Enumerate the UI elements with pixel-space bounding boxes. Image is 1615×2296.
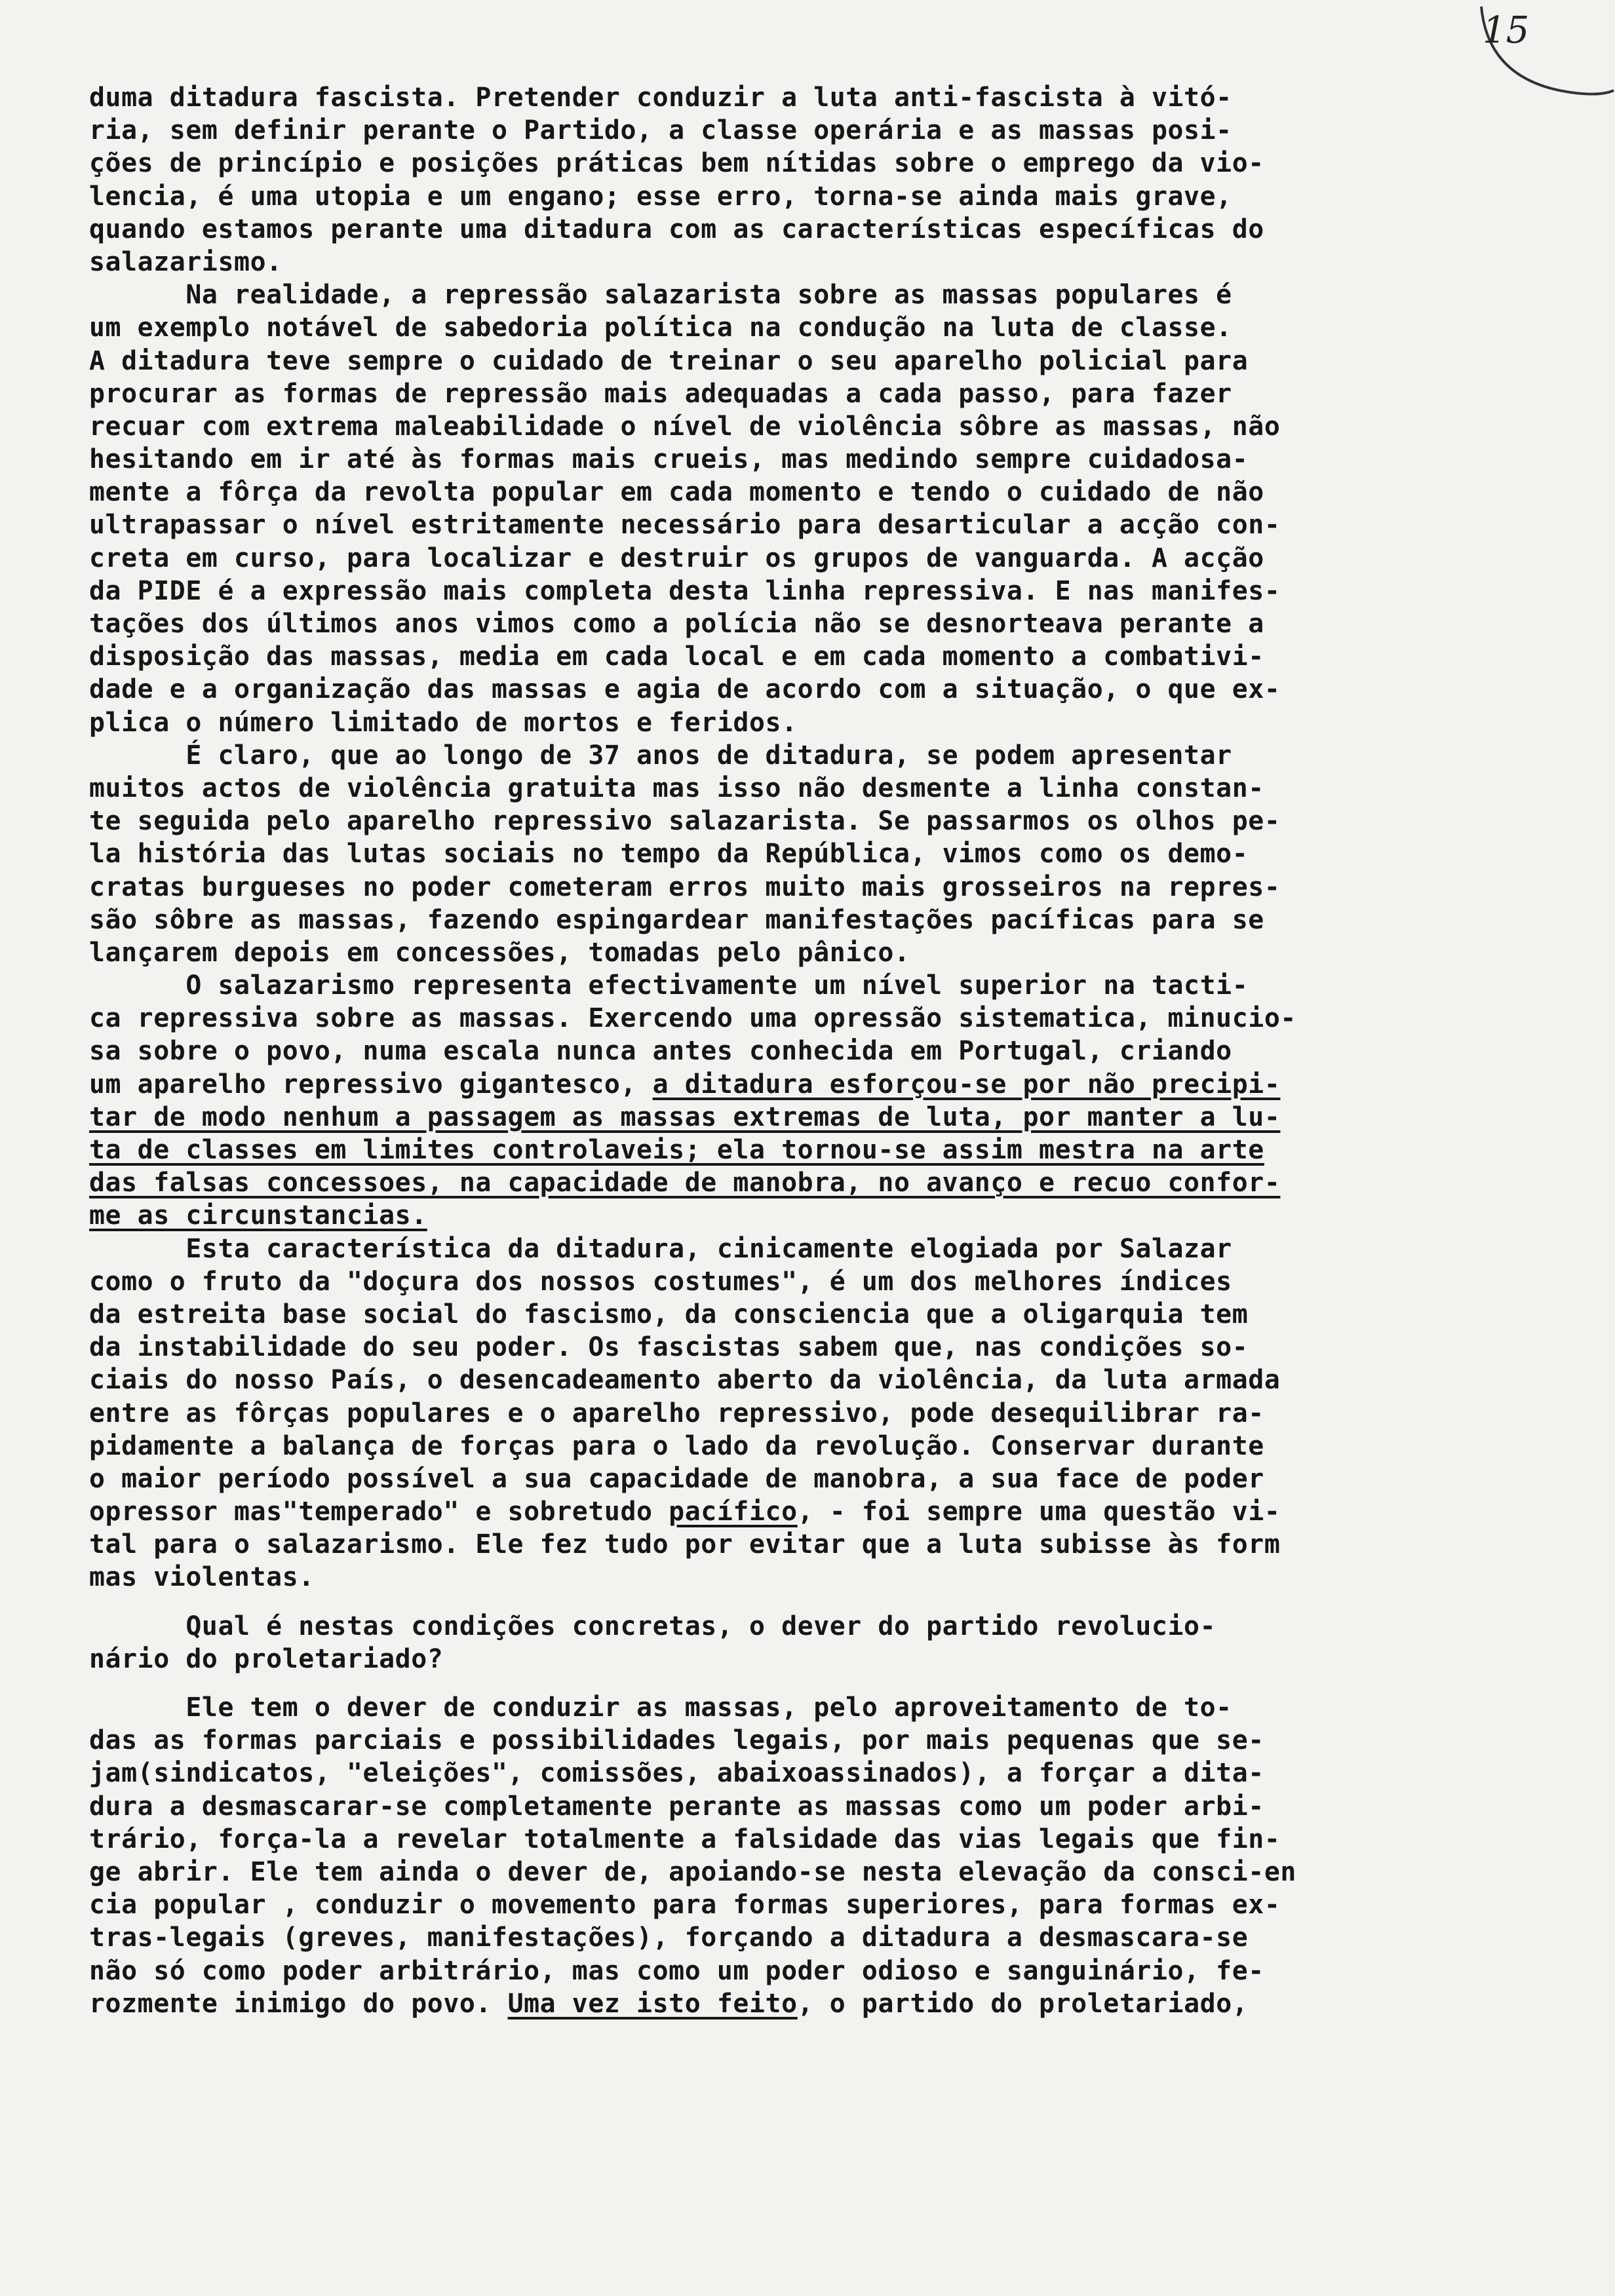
text-line	[89, 278, 1538, 311]
text-line	[89, 410, 1538, 443]
line-text-after: , o partido do proletariado,	[797, 1988, 1249, 2019]
underlined-text: das falsas concessoes, na capacidade de manobra, no avanço e recuo confor-	[89, 1168, 1281, 1198]
text-line	[89, 377, 1538, 410]
text-line	[89, 147, 1538, 180]
line-text: rozmente inimigo do povo.	[89, 1988, 508, 2019]
line-text: pidamente a balança de forças para o lado da revolução. Conservar durante	[89, 1430, 1264, 1461]
text-line	[89, 739, 1538, 772]
line-text: nário do proletariado?	[89, 1643, 444, 1674]
text-line	[89, 180, 1538, 213]
text-line	[89, 1955, 1538, 1987]
line-text: ciais do nosso País, o desencadeamento aberto da violência, da luta armada	[89, 1365, 1281, 1396]
text-line	[89, 1610, 1538, 1643]
line-text: ções de princípio e posições práticas bem nítidas sobre o emprego da vio-	[89, 148, 1264, 179]
line-text: muitos actos de violência gratuita mas isso não desmente a linha constan-	[89, 773, 1264, 803]
text-line	[89, 542, 1538, 575]
underlined-text: tar de modo nenhum a passagem as massas extremas de luta, por manter a lu-	[89, 1101, 1281, 1132]
line-text: da instabilidade do seu poder. Os fascistas sabem que, nas condições so-	[89, 1332, 1249, 1363]
line-text: das as formas parciais e possibilidades legais, por mais pequenas que se-	[89, 1725, 1264, 1756]
text-line	[89, 1856, 1538, 1888]
line-text: É claro, que ao longo de 37 anos de ditadura, se podem apresentar	[89, 740, 1232, 771]
line-text: O salazarismo representa efectivamente um nível superior na tacti-	[89, 970, 1249, 1001]
text-line	[89, 114, 1538, 147]
text-line	[89, 1823, 1538, 1856]
text-line	[89, 575, 1538, 607]
line-text: A ditadura teve sempre o cuidado de treinar o seu aparelho policial para	[89, 345, 1249, 376]
text-line	[89, 508, 1538, 541]
text-line	[89, 1463, 1538, 1495]
text-line	[89, 706, 1538, 739]
text-line	[89, 1430, 1538, 1463]
text-line	[89, 1888, 1538, 1921]
line-text: Qual é nestas condições concretas, o dever do partido revolucio-	[89, 1611, 1216, 1641]
text-line	[89, 1528, 1538, 1561]
text-line	[89, 246, 1538, 278]
text-line	[89, 1495, 1538, 1528]
line-text: opressor mas"temperado" e sobretudo	[89, 1497, 669, 1527]
text-line	[89, 1757, 1538, 1789]
line-text: dura a desmascarar-se completamente perante as massas como um poder arbi-	[89, 1791, 1264, 1822]
text-line	[89, 311, 1538, 344]
line-text: jam(sindicatos, "eleições", comissões, abaixoassinados), a forçar a dita-	[89, 1758, 1264, 1789]
text-line	[89, 673, 1538, 706]
text-line	[89, 904, 1538, 936]
line-text: dade e a organização das massas e agia de acordo com a situação, o que ex-	[89, 674, 1281, 705]
underlined-text: a ditadura esforçou-se por não precipi-	[652, 1069, 1281, 1100]
line-text: lançarem depois em concessões, tomadas pelo pânico.	[89, 937, 910, 968]
text-line	[89, 1298, 1538, 1331]
body-text	[89, 81, 1538, 2020]
line-text: lencia, é uma utopia e um engano; esse erro, torna-se ainda mais grave,	[89, 181, 1232, 212]
text-line	[89, 1790, 1538, 1823]
text-line	[89, 871, 1538, 904]
line-text: cratas burgueses no poder cometeram erros muito mais grosseiros na repres-	[89, 871, 1281, 902]
line-text: disposição das massas, media em cada local e em cada momento a combativi-	[89, 641, 1264, 672]
text-line	[89, 1101, 1538, 1134]
text-line	[89, 837, 1538, 870]
underlined-text: pacífico	[669, 1497, 798, 1527]
text-line	[89, 969, 1538, 1002]
line-text: ge abrir. Ele tem ainda o dever de, apoiando-se nesta elevação da consci-en	[89, 1856, 1296, 1887]
line-text: quando estamos perante uma ditadura com as características específicas do	[89, 214, 1264, 244]
text-line	[89, 213, 1538, 246]
line-text: tras-legais (greves, manifestações), forçando a ditadura a desmascara-se	[89, 1923, 1249, 1953]
line-text: da estreita base social do fascismo, da consciencia que a oligarquia tem	[89, 1299, 1249, 1330]
line-text: plica o número limitado de mortos e feridos.	[89, 707, 798, 738]
text-line	[89, 476, 1538, 508]
text-line	[89, 1002, 1538, 1035]
line-text: o maior período possível a sua capacidade de manobra, a sua face de poder	[89, 1463, 1264, 1494]
text-line	[89, 1233, 1538, 1265]
line-text: salazarismo.	[89, 246, 282, 277]
line-text: Na realidade, a repressão salazarista sobre as massas populares é	[89, 280, 1232, 311]
line-text: hesitando em ir até às formas mais crueis, mas medindo sempre cuidadosa-	[89, 444, 1249, 475]
text-line	[89, 640, 1538, 673]
line-text: mente a fôrça da revolta popular em cada momento e tendo o cuidado de não	[89, 477, 1264, 508]
paragraph-gap	[89, 1594, 1538, 1610]
line-text: trário, força-la a revelar totalmente a falsidade das vias legais que fin-	[89, 1824, 1281, 1854]
line-text: um exemplo notável de sabedoria política na condução na luta de classe.	[89, 313, 1232, 343]
text-line	[89, 1987, 1538, 2020]
text-line	[89, 1199, 1538, 1232]
line-text: sa sobre o povo, numa escala nunca antes conhecida em Portugal, criando	[89, 1036, 1232, 1067]
text-line	[89, 1364, 1538, 1396]
line-text: procurar as formas de repressão mais adequadas a cada passo, para fazer	[89, 378, 1232, 409]
underlined-text: Uma vez isto feito	[507, 1988, 798, 2019]
text-line	[89, 1724, 1538, 1757]
text-line	[89, 1921, 1538, 1954]
line-text: cia popular , conduzir o movemento para formas superiores, para formas ex-	[89, 1890, 1281, 1921]
line-text: um aparelho repressivo gigantesco,	[89, 1069, 653, 1100]
text-line	[89, 607, 1538, 640]
text-line	[89, 1265, 1538, 1298]
line-text: não só como poder arbitrário, mas como um poder odioso e sanguinário, fe-	[89, 1955, 1264, 1986]
text-line	[89, 1397, 1538, 1430]
text-line	[89, 1643, 1538, 1675]
text-line	[89, 936, 1538, 969]
text-line	[89, 1035, 1538, 1067]
line-text: Ele tem o dever de conduzir as massas, pelo aproveitamento de to-	[89, 1693, 1232, 1723]
line-text: tal para o salazarismo. Ele fez tudo por evitar que a luta subisse às form	[89, 1529, 1281, 1560]
line-text: ultrapassar o nível estritamente necessário para desarticular a acção con-	[89, 510, 1281, 541]
underlined-text: ta de classes em limites controlaveis; ela tornou-se assim mestra na arte	[89, 1135, 1264, 1165]
line-text: ria, sem definir perante o Partido, a classe operária e as massas posi-	[89, 115, 1232, 146]
line-text: são sôbre as massas, fazendo espingardear manifestações pacíficas para se	[89, 904, 1264, 935]
line-text: mas violentas.	[89, 1562, 315, 1593]
line-text: da PIDE é a expressão mais completa desta linha repressiva. E nas manifes-	[89, 575, 1281, 606]
text-line	[89, 1331, 1538, 1364]
line-text: entre as fôrças populares e o aparelho repressivo, pode desequilibrar ra-	[89, 1398, 1264, 1428]
text-line	[89, 81, 1538, 114]
line-text: recuar com extrema maleabilidade o nível de violência sôbre as massas, não	[89, 411, 1281, 442]
text-line	[89, 1134, 1538, 1166]
line-text: Esta característica da ditadura, cinicamente elogiada por Salazar	[89, 1233, 1232, 1264]
line-text: creta em curso, para localizar e destruir os grupos de vanguarda. A acção	[89, 543, 1264, 573]
text-line	[89, 772, 1538, 805]
page-number: 15	[1483, 9, 1530, 52]
text-line	[89, 1166, 1538, 1199]
line-text: como o fruto da "doçura dos nossos costumes", é um dos melhores índices	[89, 1266, 1232, 1297]
line-text: la história das lutas sociais no tempo da República, vimos como os demo-	[89, 839, 1249, 870]
text-line	[89, 443, 1538, 476]
underlined-text: me as circunstancias.	[89, 1200, 427, 1231]
line-text: te seguida pelo aparelho repressivo salazarista. Se passarmos os olhos pe-	[89, 806, 1281, 837]
text-line	[89, 1068, 1538, 1101]
line-text-after: , - foi sempre uma questão vi-	[797, 1497, 1281, 1527]
line-text: ca repressiva sobre as massas. Exercendo uma opressão sistematica, minucio-	[89, 1003, 1296, 1034]
text-line	[89, 1561, 1538, 1594]
text-line	[89, 805, 1538, 837]
paragraph-gap	[89, 1675, 1538, 1691]
line-text: duma ditadura fascista. Pretender conduzir a luta anti-fascista à vitó-	[89, 83, 1232, 113]
text-line	[89, 1691, 1538, 1724]
line-text: tações dos últimos anos vimos como a polícia não se desnorteava perante a	[89, 609, 1264, 639]
text-line	[89, 345, 1538, 377]
